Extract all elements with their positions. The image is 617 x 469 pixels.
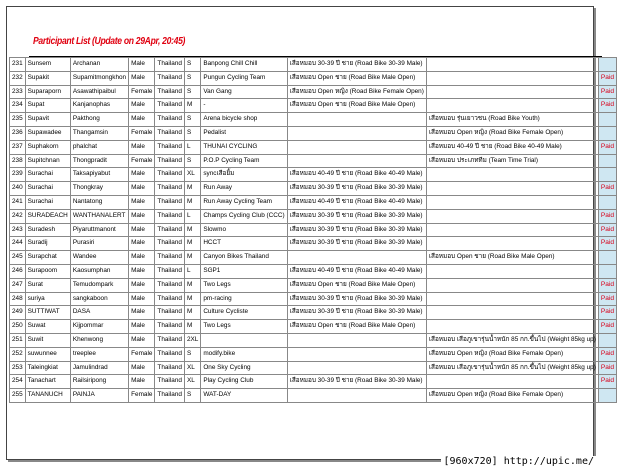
cell-event-a [287, 333, 426, 347]
cell-size: S [184, 71, 200, 85]
cell-event-a [287, 113, 426, 127]
table-row [10, 85, 617, 99]
cell-first: Taleingkiat [25, 361, 70, 375]
cell-last: Temudompark [70, 278, 128, 292]
cell-no: 239 [10, 168, 26, 182]
cell-no: 232 [10, 71, 26, 85]
cell-no: 247 [10, 278, 26, 292]
cell-first: Surapchat [25, 251, 70, 265]
cell-payment [598, 195, 616, 209]
cell-event-a: เสือหมอบ Open ชาย (Road Bike Male Open) [287, 99, 426, 113]
cell-country: Thailand [155, 85, 185, 99]
cell-no: 237 [10, 140, 26, 154]
table-row [10, 237, 617, 251]
cell-size: L [184, 140, 200, 154]
cell-event-b: เสือหมอบ Open หญิง (Road Bike Female Open) [426, 126, 598, 140]
cell-country: Thailand [155, 333, 185, 347]
cell-size: M [184, 292, 200, 306]
cell-team: Culture Cycliste [201, 306, 287, 320]
cell-no: 235 [10, 113, 26, 127]
cell-country: Thailand [155, 306, 185, 320]
cell-gender: Male [129, 306, 155, 320]
cell-event-b: เสือหมอบ เสือภูเขารุ่นน้ำหนัก 85 กก.ขึ้นไป (Weight 85kg up) [426, 361, 598, 375]
cell-first: Suradij [25, 237, 70, 251]
cell-payment: Paid [598, 182, 616, 196]
cell-first: Suwit [25, 333, 70, 347]
cell-first: suwunnee [25, 347, 70, 361]
cell-team: HCCT [201, 237, 287, 251]
cell-event-b [426, 237, 598, 251]
cell-first: suriya [25, 292, 70, 306]
cell-payment: Paid [598, 375, 616, 389]
cell-last: Supamitmongkhon [70, 71, 128, 85]
cell-no: 236 [10, 126, 26, 140]
cell-no: 250 [10, 320, 26, 334]
cell-event-a [287, 361, 426, 375]
cell-country: Thailand [155, 389, 185, 403]
cell-no: 253 [10, 361, 26, 375]
cell-country: Thailand [155, 209, 185, 223]
cell-country: Thailand [155, 375, 185, 389]
cell-size: L [184, 209, 200, 223]
cell-payment: Paid [598, 223, 616, 237]
cell-event-a [287, 251, 426, 265]
cell-gender: Male [129, 168, 155, 182]
cell-payment: Paid [598, 292, 616, 306]
table-row [10, 168, 617, 182]
cell-first: Supavit [25, 113, 70, 127]
cell-last: Railsiripong [70, 375, 128, 389]
cell-last: Kaosumphan [70, 264, 128, 278]
table-row [10, 333, 617, 347]
cell-first: Supitchnan [25, 154, 70, 168]
cell-last: Asawathipaibul [70, 85, 128, 99]
cell-size: M [184, 320, 200, 334]
cell-gender: Male [129, 361, 155, 375]
cell-event-a [287, 389, 426, 403]
cell-no: 249 [10, 306, 26, 320]
cell-payment: Paid [598, 361, 616, 375]
cell-gender: Male [129, 99, 155, 113]
cell-size: S [184, 126, 200, 140]
cell-payment [598, 389, 616, 403]
cell-team: Two Legs [201, 278, 287, 292]
cell-first: Tanachart [25, 375, 70, 389]
cell-size: M [184, 182, 200, 196]
cell-size: M [184, 99, 200, 113]
cell-country: Thailand [155, 347, 185, 361]
table-row [10, 389, 617, 403]
cell-size: S [184, 58, 200, 72]
cell-first: Surachai [25, 182, 70, 196]
cell-country: Thailand [155, 223, 185, 237]
cell-event-a: เสือหมอบ Open ชาย (Road Bike Male Open) [287, 320, 426, 334]
cell-team: WAT-DAY [201, 389, 287, 403]
cell-gender: Female [129, 126, 155, 140]
cell-payment: Paid [598, 347, 616, 361]
cell-last: Wandee [70, 251, 128, 265]
cell-event-b: เสือหมอบ Open หญิง (Road Bike Female Open) [426, 347, 598, 361]
cell-payment [598, 251, 616, 265]
cell-size: M [184, 306, 200, 320]
cell-last: Purasiri [70, 237, 128, 251]
cell-size: M [184, 251, 200, 265]
table-row [10, 361, 617, 375]
cell-team: THUNAI CYCLING [201, 140, 287, 154]
table-row [10, 264, 617, 278]
cell-no: 254 [10, 375, 26, 389]
cell-first: Supakit [25, 71, 70, 85]
cell-country: Thailand [155, 292, 185, 306]
cell-event-a: เสือหมอบ 30-39 ปี ชาย (Road Bike 30-39 Male) [287, 306, 426, 320]
cell-last: Pakthong [70, 113, 128, 127]
cell-event-b [426, 99, 598, 113]
cell-first: Surachai [25, 168, 70, 182]
cell-gender: Female [129, 389, 155, 403]
cell-last: Piyaruttmanont [70, 223, 128, 237]
cell-team: modify.bike [201, 347, 287, 361]
cell-payment: Paid [598, 71, 616, 85]
cell-size: L [184, 264, 200, 278]
cell-last: Kanjanophas [70, 99, 128, 113]
cell-team: SGP1 [201, 264, 287, 278]
cell-country: Thailand [155, 58, 185, 72]
cell-country: Thailand [155, 168, 185, 182]
cell-first: Surachai [25, 195, 70, 209]
cell-last: Thangamsin [70, 126, 128, 140]
cell-event-a: เสือหมอบ 30-39 ปี ชาย (Road Bike 30-39 Male) [287, 237, 426, 251]
cell-gender: Male [129, 140, 155, 154]
cell-no: 246 [10, 264, 26, 278]
cell-no: 241 [10, 195, 26, 209]
cell-last: Jamulindrad [70, 361, 128, 375]
cell-gender: Male [129, 264, 155, 278]
table-row [10, 113, 617, 127]
cell-gender: Female [129, 85, 155, 99]
table-row [10, 126, 617, 140]
cell-team: Champs Cycling Club (CCC) [201, 209, 287, 223]
cell-team: Run Away [201, 182, 287, 196]
cell-payment [598, 264, 616, 278]
cell-event-a: เสือหมอบ 40-49 ปี ชาย (Road Bike 40-49 Male) [287, 264, 426, 278]
cell-event-b: เสือหมอบ Open หญิง (Road Bike Female Open) [426, 389, 598, 403]
cell-event-a: เสือหมอบ 30-39 ปี ชาย (Road Bike 30-39 Male) [287, 375, 426, 389]
cell-payment [598, 58, 616, 72]
cell-event-b [426, 278, 598, 292]
cell-event-b: เสือหมอบ ประเภททีม (Team Time Trial) [426, 154, 598, 168]
cell-last: DASA [70, 306, 128, 320]
cell-team: pm-racing [201, 292, 287, 306]
table-row [10, 195, 617, 209]
cell-team: Play Cycling Club [201, 375, 287, 389]
cell-last: Kijpommar [70, 320, 128, 334]
cell-team: syncเสือยิ้ม [201, 168, 287, 182]
cell-event-a: เสือหมอบ 30-39 ปี ชาย (Road Bike 30-39 Male) [287, 182, 426, 196]
cell-payment [598, 113, 616, 127]
cell-event-b [426, 209, 598, 223]
cell-no: 233 [10, 85, 26, 99]
cell-payment [598, 154, 616, 168]
cell-size: 2XL [184, 333, 200, 347]
table-row [10, 58, 617, 72]
cell-country: Thailand [155, 278, 185, 292]
cell-payment: Paid [598, 278, 616, 292]
cell-team: Van Gang [201, 85, 287, 99]
cell-no: 251 [10, 333, 26, 347]
table-row [10, 182, 617, 196]
cell-last: PAINJA [70, 389, 128, 403]
cell-no: 238 [10, 154, 26, 168]
cell-no: 242 [10, 209, 26, 223]
cell-gender: Male [129, 71, 155, 85]
cell-event-a: เสือหมอบ 30-39 ปี ชาย (Road Bike 30-39 Male) [287, 58, 426, 72]
cell-event-b [426, 375, 598, 389]
cell-size: XL [184, 375, 200, 389]
cell-country: Thailand [155, 195, 185, 209]
cell-gender: Male [129, 113, 155, 127]
cell-event-a [287, 126, 426, 140]
cell-event-b [426, 85, 598, 99]
cell-last: Nantatong [70, 195, 128, 209]
cell-event-a: เสือหมอบ Open ชาย (Road Bike Male Open) [287, 71, 426, 85]
table-row [10, 154, 617, 168]
table-row [10, 209, 617, 223]
cell-event-a [287, 140, 426, 154]
table-row [10, 306, 617, 320]
cell-last: treeplee [70, 347, 128, 361]
table-row [10, 375, 617, 389]
cell-team: Two Legs [201, 320, 287, 334]
cell-event-a: เสือหมอบ 30-39 ปี ชาย (Road Bike 30-39 Male) [287, 209, 426, 223]
cell-last: Thongpradit [70, 154, 128, 168]
cell-size: M [184, 237, 200, 251]
cell-event-b [426, 320, 598, 334]
cell-gender: Male [129, 251, 155, 265]
cell-no: 245 [10, 251, 26, 265]
cell-event-b [426, 306, 598, 320]
cell-event-b: เสือหมอบ เสือภูเขารุ่นน้ำหนัก 85 กก.ขึ้นไป (Weight 85kg up) [426, 333, 598, 347]
cell-event-b: เสือหมอบ Open ชาย (Road Bike Male Open) [426, 251, 598, 265]
cell-first: Sunsem [25, 58, 70, 72]
cell-gender: Male [129, 333, 155, 347]
cell-event-a: เสือหมอบ Open ชาย (Road Bike Male Open) [287, 278, 426, 292]
cell-event-b [426, 292, 598, 306]
cell-payment: Paid [598, 85, 616, 99]
cell-payment: Paid [598, 209, 616, 223]
cell-size: M [184, 223, 200, 237]
cell-country: Thailand [155, 154, 185, 168]
cell-no: 255 [10, 389, 26, 403]
cell-first: Supawadee [25, 126, 70, 140]
cell-size: M [184, 278, 200, 292]
cell-event-b: เสือหมอบ รุ่นเยาวชน (Road Bike Youth) [426, 113, 598, 127]
cell-size: XL [184, 361, 200, 375]
cell-last: phalchat [70, 140, 128, 154]
cell-event-b: เสือหมอบ 40-49 ปี ชาย (Road Bike 40-49 Male) [426, 140, 598, 154]
cell-first: Supat [25, 99, 70, 113]
table-row [10, 71, 617, 85]
cell-no: 240 [10, 182, 26, 196]
cell-payment: Paid [598, 237, 616, 251]
cell-team: Pungun Cycling Team [201, 71, 287, 85]
cell-no: 243 [10, 223, 26, 237]
cell-payment: Paid [598, 99, 616, 113]
table-row [10, 292, 617, 306]
cell-gender: Male [129, 223, 155, 237]
cell-size: S [184, 113, 200, 127]
cell-last: Taksapiyabut [70, 168, 128, 182]
cell-event-b [426, 223, 598, 237]
cell-first: SURADEACH [25, 209, 70, 223]
cell-gender: Male [129, 58, 155, 72]
table-row [10, 140, 617, 154]
cell-first: Suradesh [25, 223, 70, 237]
cell-event-b [426, 195, 598, 209]
cell-country: Thailand [155, 361, 185, 375]
cell-country: Thailand [155, 264, 185, 278]
cell-size: M [184, 195, 200, 209]
cell-size: S [184, 85, 200, 99]
cell-gender: Male [129, 292, 155, 306]
cell-country: Thailand [155, 237, 185, 251]
cell-event-a: เสือหมอบ 40-49 ปี ชาย (Road Bike 40-49 Male) [287, 168, 426, 182]
cell-size: S [184, 347, 200, 361]
cell-event-b [426, 182, 598, 196]
participant-table [9, 57, 617, 403]
cell-last: Khenwong [70, 333, 128, 347]
cell-team: Pedalist [201, 126, 287, 140]
page-title: Participant List (Update on 29Apr, 20:45) [33, 35, 186, 47]
cell-event-b [426, 168, 598, 182]
cell-payment [598, 333, 616, 347]
cell-event-b [426, 264, 598, 278]
cell-payment [598, 168, 616, 182]
cell-first: Suparaporn [25, 85, 70, 99]
cell-payment: Paid [598, 140, 616, 154]
cell-country: Thailand [155, 113, 185, 127]
cell-payment [598, 126, 616, 140]
cell-country: Thailand [155, 320, 185, 334]
table-row [10, 251, 617, 265]
cell-team: - [201, 99, 287, 113]
cell-team: Slowmo [201, 223, 287, 237]
cell-team [201, 333, 287, 347]
table-row [10, 99, 617, 113]
cell-gender: Male [129, 195, 155, 209]
image-host-watermark: [960x720] http://upic.me/ [443, 456, 594, 467]
cell-first: Suwat [25, 320, 70, 334]
cell-gender: Male [129, 375, 155, 389]
cell-no: 248 [10, 292, 26, 306]
table-row [10, 347, 617, 361]
cell-event-a: เสือหมอบ 30-39 ปี ชาย (Road Bike 30-39 Male) [287, 223, 426, 237]
cell-country: Thailand [155, 71, 185, 85]
cell-team: Run Away Cycling Team [201, 195, 287, 209]
table-row [10, 223, 617, 237]
cell-size: S [184, 389, 200, 403]
cell-first: TANANUCH [25, 389, 70, 403]
cell-event-a: เสือหมอบ 40-49 ปี ชาย (Road Bike 40-49 Male) [287, 195, 426, 209]
cell-country: Thailand [155, 251, 185, 265]
cell-team: Arena bicycle shop [201, 113, 287, 127]
cell-gender: Female [129, 154, 155, 168]
cell-payment: Paid [598, 306, 616, 320]
cell-gender: Male [129, 320, 155, 334]
cell-team: Banpong Chill Chill [201, 58, 287, 72]
cell-last: Archanan [70, 58, 128, 72]
cell-no: 244 [10, 237, 26, 251]
cell-team: P.O.P Cycling Team [201, 154, 287, 168]
cell-gender: Female [129, 347, 155, 361]
cell-gender: Male [129, 209, 155, 223]
cell-no: 231 [10, 58, 26, 72]
cell-first: SUTTIWAT [25, 306, 70, 320]
cell-size: S [184, 154, 200, 168]
cell-first: Surapoom [25, 264, 70, 278]
cell-country: Thailand [155, 126, 185, 140]
cell-event-a: เสือหมอบ Open หญิง (Road Bike Female Open) [287, 85, 426, 99]
cell-payment: Paid [598, 320, 616, 334]
cell-last: sangkaboon [70, 292, 128, 306]
cell-country: Thailand [155, 99, 185, 113]
cell-first: Suphakorn [25, 140, 70, 154]
cell-gender: Male [129, 182, 155, 196]
cell-team: Canyon Bikes Thailand [201, 251, 287, 265]
cell-gender: Male [129, 237, 155, 251]
cell-team: One Sky Cycling [201, 361, 287, 375]
cell-country: Thailand [155, 140, 185, 154]
table-row [10, 278, 617, 292]
cell-first: Surat [25, 278, 70, 292]
cell-event-a: เสือหมอบ 30-39 ปี ชาย (Road Bike 30-39 Male) [287, 292, 426, 306]
cell-no: 234 [10, 99, 26, 113]
cell-size: XL [184, 168, 200, 182]
table-row [10, 320, 617, 334]
cell-event-b [426, 58, 598, 72]
cell-last: WANTHANALERT [70, 209, 128, 223]
cell-no: 252 [10, 347, 26, 361]
cell-event-a [287, 347, 426, 361]
cell-country: Thailand [155, 182, 185, 196]
cell-gender: Male [129, 278, 155, 292]
cell-event-b [426, 71, 598, 85]
cell-last: Thongkray [70, 182, 128, 196]
cell-event-a [287, 154, 426, 168]
